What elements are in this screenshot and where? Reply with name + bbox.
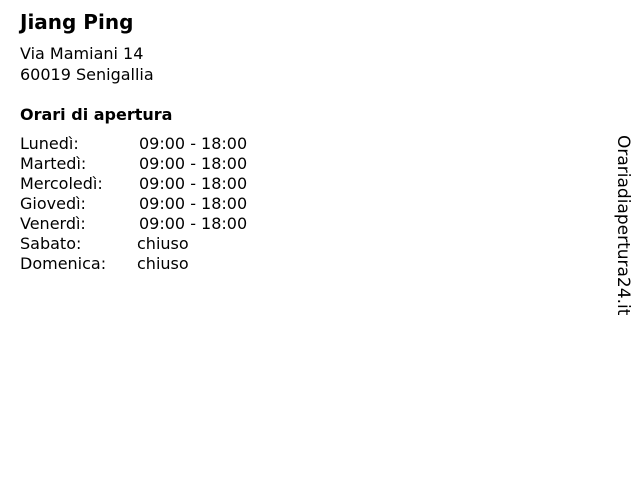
hours-row-thursday bbox=[20, 194, 247, 214]
business-name: Jiang Ping bbox=[20, 10, 134, 34]
street-address: Via Mamiani 14 bbox=[20, 44, 144, 63]
hours-row-saturday bbox=[20, 234, 247, 254]
hours-value: 09:00 - 18:00 bbox=[139, 134, 248, 153]
hours-value: 09:00 - 18:00 bbox=[139, 214, 248, 233]
day-label: Sabato: bbox=[20, 234, 82, 253]
day-label: Lunedì: bbox=[20, 134, 79, 153]
address-block bbox=[20, 43, 154, 85]
day-label: Mercoledì: bbox=[20, 174, 103, 193]
opening-hours-table bbox=[20, 134, 247, 274]
day-label: Giovedì: bbox=[20, 194, 86, 213]
hours-value: 09:00 - 18:00 bbox=[139, 194, 248, 213]
hours-row-tuesday bbox=[20, 154, 247, 174]
hours-row-sunday bbox=[20, 254, 247, 274]
hours-value: chiuso bbox=[137, 234, 189, 253]
city-address: 60019 Senigallia bbox=[20, 65, 154, 84]
day-label: Martedì: bbox=[20, 154, 87, 173]
hours-row-friday bbox=[20, 214, 247, 234]
hours-row-wednesday bbox=[20, 174, 247, 194]
site-watermark bbox=[612, 135, 634, 316]
hours-value: chiuso bbox=[137, 254, 189, 273]
watermark-text: Orariadiapertura24.it bbox=[613, 135, 633, 316]
hours-value: 09:00 - 18:00 bbox=[139, 154, 248, 173]
opening-hours-heading: Orari di apertura bbox=[20, 105, 173, 124]
day-label: Domenica: bbox=[20, 254, 107, 273]
hours-row-monday bbox=[20, 134, 247, 154]
hours-value: 09:00 - 18:00 bbox=[139, 174, 248, 193]
day-label: Venerdì: bbox=[20, 214, 86, 233]
